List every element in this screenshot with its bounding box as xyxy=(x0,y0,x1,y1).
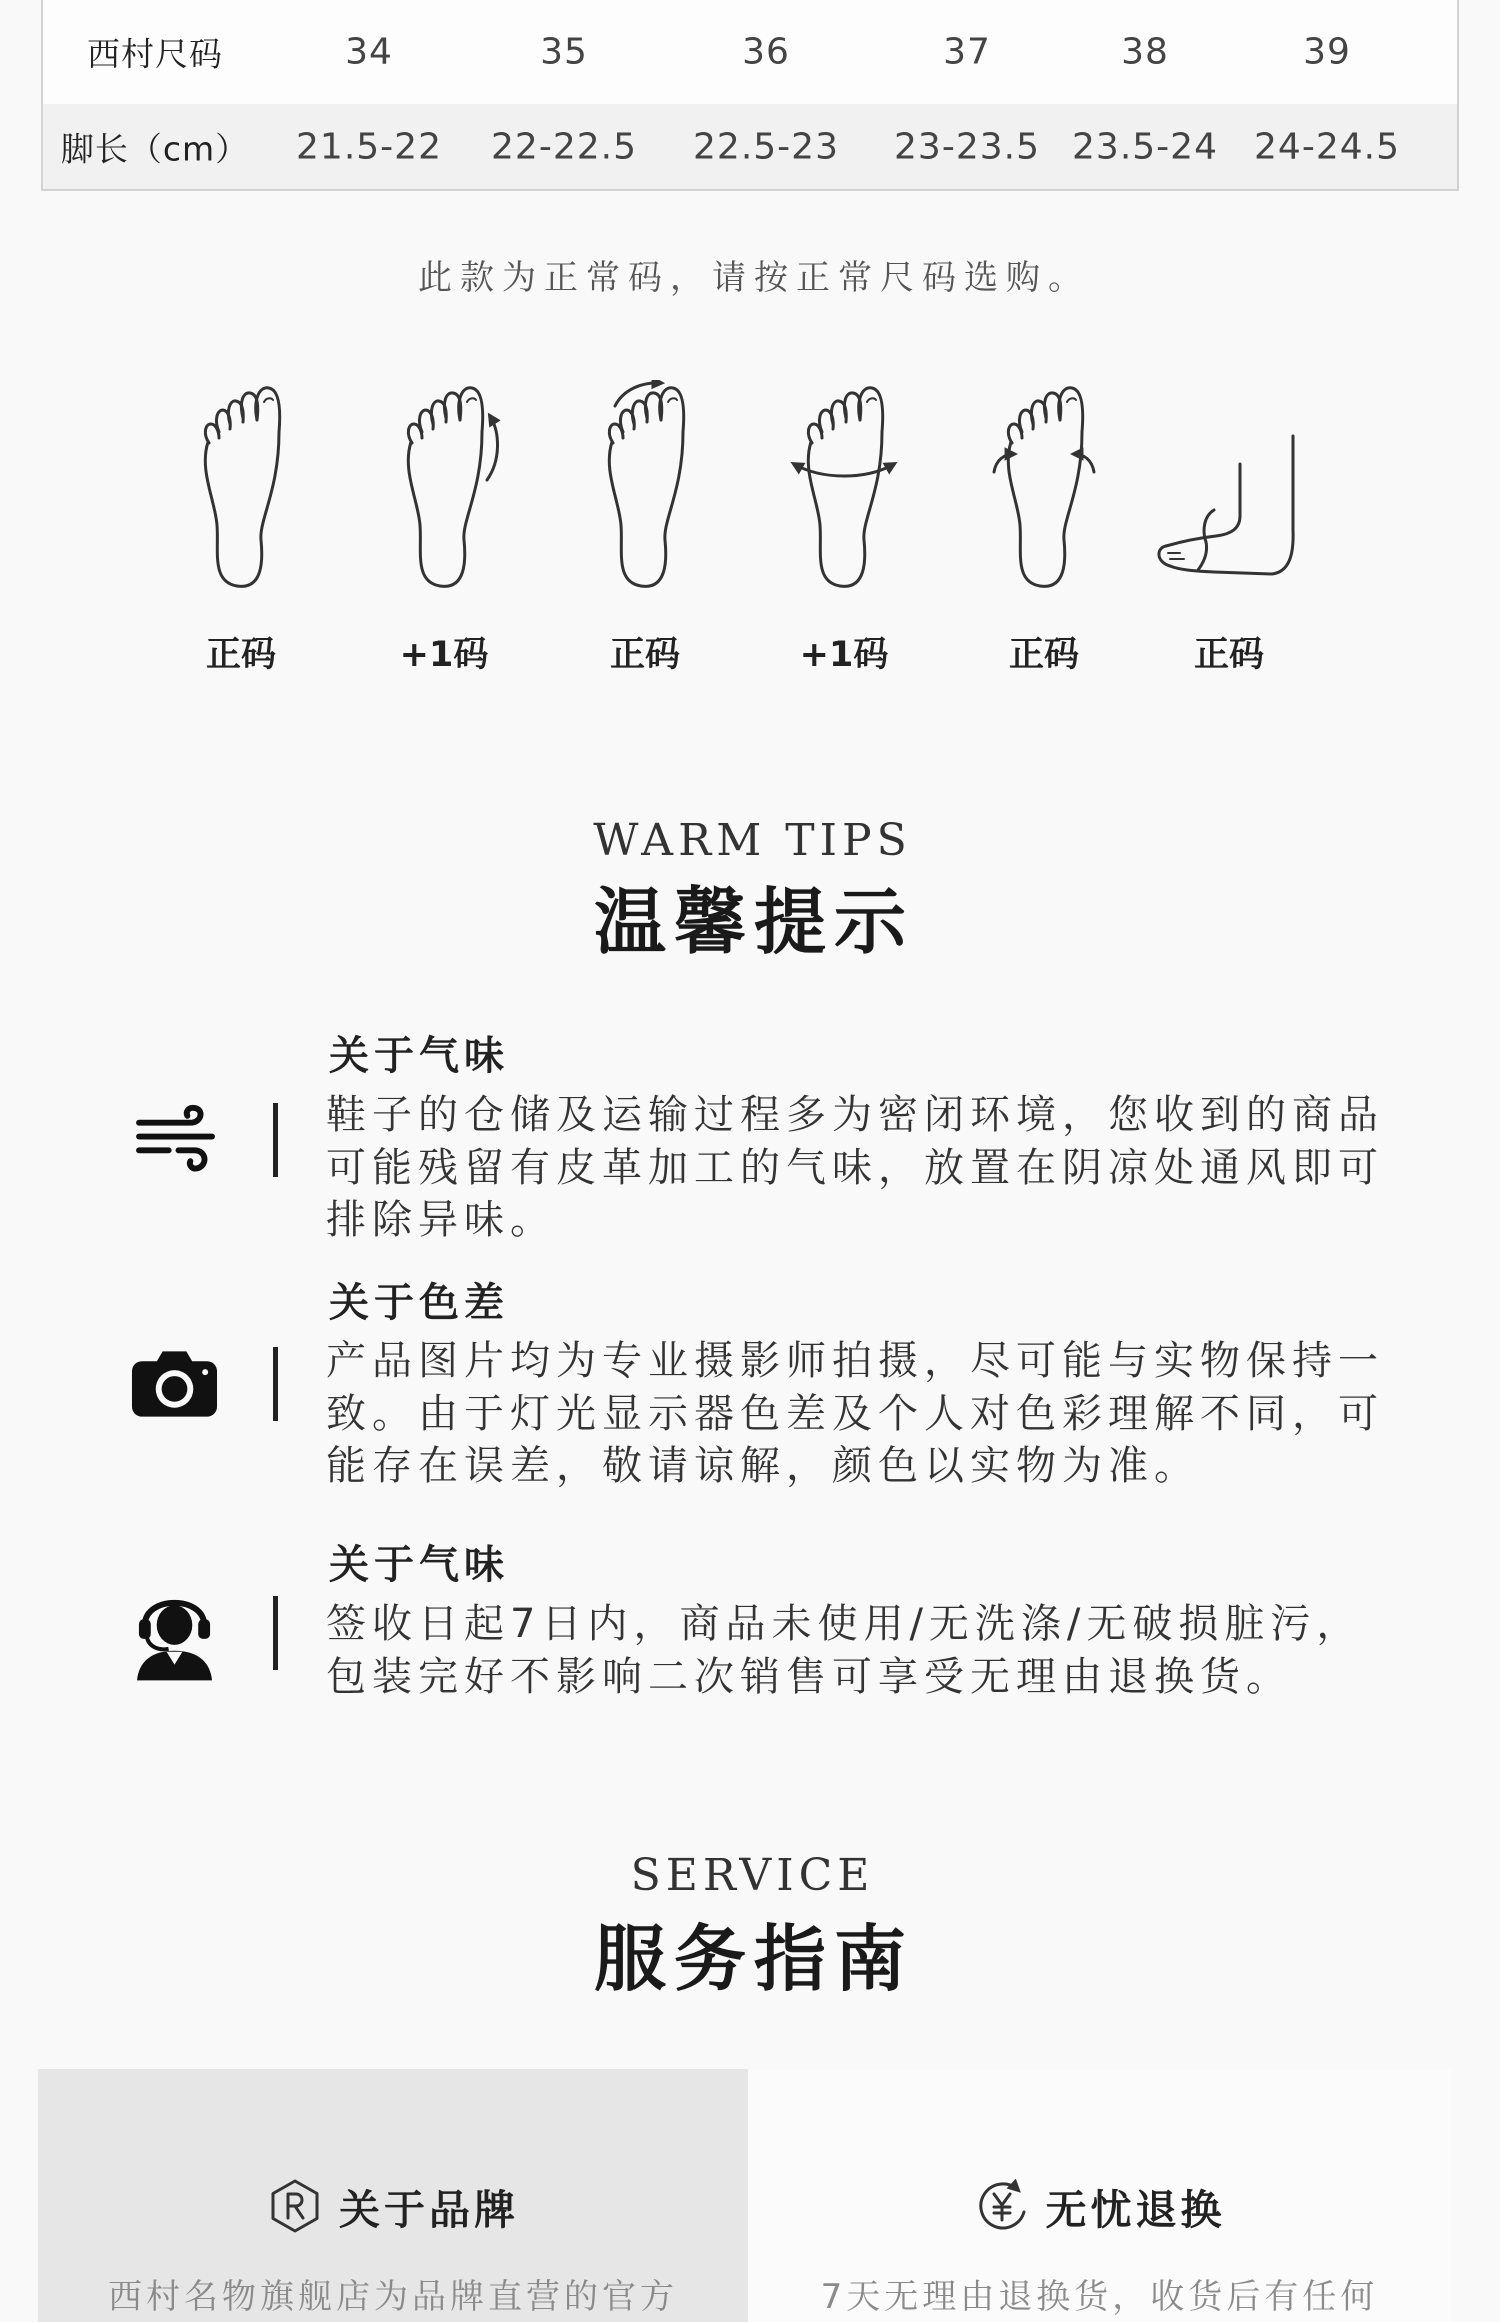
tip-text xyxy=(326,1598,1362,1703)
size-row-label: 西村尺码 xyxy=(87,34,223,74)
service-card-title: 关于品牌 xyxy=(339,2185,519,2234)
size-cell: 37 xyxy=(943,31,991,73)
tip-title: 关于色差 xyxy=(329,1280,509,1326)
service-card-brand xyxy=(38,2069,748,2322)
foot-length-row xyxy=(43,104,1457,189)
tip-text-line: 可能残留有皮革加工的气味，放置在阴凉处通风即可 xyxy=(326,1144,1384,1191)
size-cell: 36 xyxy=(742,31,790,73)
size-cell: 35 xyxy=(540,31,588,73)
foot-length-cell: 24-24.5 xyxy=(1254,126,1400,167)
service-title-en: SERVICE xyxy=(630,1850,875,1901)
tip-text-line: 致。由于灯光显示器色差及个人对色彩理解不同，可 xyxy=(326,1390,1384,1437)
foot-guide-item xyxy=(156,380,326,675)
foot-guide-label: 正码 xyxy=(1008,635,1079,675)
foot-ball-arrows-icon xyxy=(984,380,1104,592)
service-title: 服务指南 xyxy=(593,1916,914,2001)
foot-sole-icon xyxy=(181,380,301,592)
size-cell: 39 xyxy=(1303,31,1351,73)
warm-tips-title: 温馨提示 xyxy=(593,879,914,964)
foot-guide-label: 正码 xyxy=(205,635,276,675)
service-card-header xyxy=(748,2176,1451,2236)
foot-guide-label: +1码 xyxy=(799,635,889,675)
foot-length-cell: 23.5-24 xyxy=(1072,126,1218,167)
foot-guide-label: 正码 xyxy=(1193,635,1264,675)
foot-length-cell: 23-23.5 xyxy=(894,126,1040,167)
foot-length-cell: 22.5-23 xyxy=(693,126,839,167)
size-note: 此款为正常码，请按正常尺码选购。 xyxy=(418,258,1090,298)
tip-text xyxy=(326,1335,1384,1493)
tip-text-line: 产品图片均为专业摄影师拍摄，尽可能与实物保持一 xyxy=(326,1338,1384,1384)
foot-guide-item xyxy=(359,380,529,675)
service-card-text: 7天无理由退换货，收货后有任何 xyxy=(820,2277,1379,2317)
foot-guide-label: 正码 xyxy=(609,635,680,675)
foot-guide-item xyxy=(959,380,1129,675)
tip-text xyxy=(326,1089,1384,1247)
foot-guide-item xyxy=(759,380,929,675)
service-card-returns xyxy=(748,2069,1451,2322)
foot-length-cell: 22-22.5 xyxy=(491,126,637,167)
foot-guide-item xyxy=(1144,380,1314,675)
foot-toe-top-arrow-icon xyxy=(585,380,705,592)
service-card-header xyxy=(38,2176,748,2236)
tip-title: 关于气味 xyxy=(329,1542,509,1588)
tip-divider xyxy=(273,1596,278,1670)
tip-text-line: 签收日起7日内，商品未使用/无洗涤/无破损脏污， xyxy=(326,1601,1363,1647)
size-cell: 38 xyxy=(1121,31,1169,73)
size-cell: 34 xyxy=(345,31,393,73)
tip-text-line: 鞋子的仓储及运输过程多为密闭环境，您收到的商品 xyxy=(326,1092,1384,1138)
service-card-text: 西村名物旗舰店为品牌直营的官方 xyxy=(108,2277,678,2317)
foot-length-row-label: 脚长（cm） xyxy=(60,129,250,168)
tip-text-line: 包装完好不影响二次销售可享受无理由退换货。 xyxy=(326,1653,1292,1700)
foot-length-cell: 21.5-22 xyxy=(296,126,442,167)
foot-guide-item xyxy=(560,380,730,675)
foot-guide-label: +1码 xyxy=(399,635,489,675)
size-row xyxy=(43,0,1457,104)
camera-icon xyxy=(130,1347,219,1419)
foot-width-arrow-icon xyxy=(784,380,904,592)
foot-side-view-icon xyxy=(1154,380,1304,592)
warm-tips-title-en: WARM TIPS xyxy=(593,815,912,866)
refund-yen-icon xyxy=(974,2178,1030,2234)
tip-divider xyxy=(273,1347,278,1421)
customer-service-icon xyxy=(133,1581,216,1681)
service-card-title: 无忧退换 xyxy=(1045,2185,1226,2234)
tip-divider xyxy=(273,1103,278,1177)
tip-title: 关于气味 xyxy=(329,1033,509,1079)
tip-text-line: 能存在误差，敬请谅解，颜色以实物为准。 xyxy=(326,1443,1200,1489)
brand-r-icon xyxy=(267,2178,323,2234)
wind-icon xyxy=(133,1103,222,1174)
size-table xyxy=(41,0,1459,191)
foot-toe-side-arrow-icon xyxy=(384,380,504,592)
tip-text-line: 排除异味。 xyxy=(326,1197,556,1243)
